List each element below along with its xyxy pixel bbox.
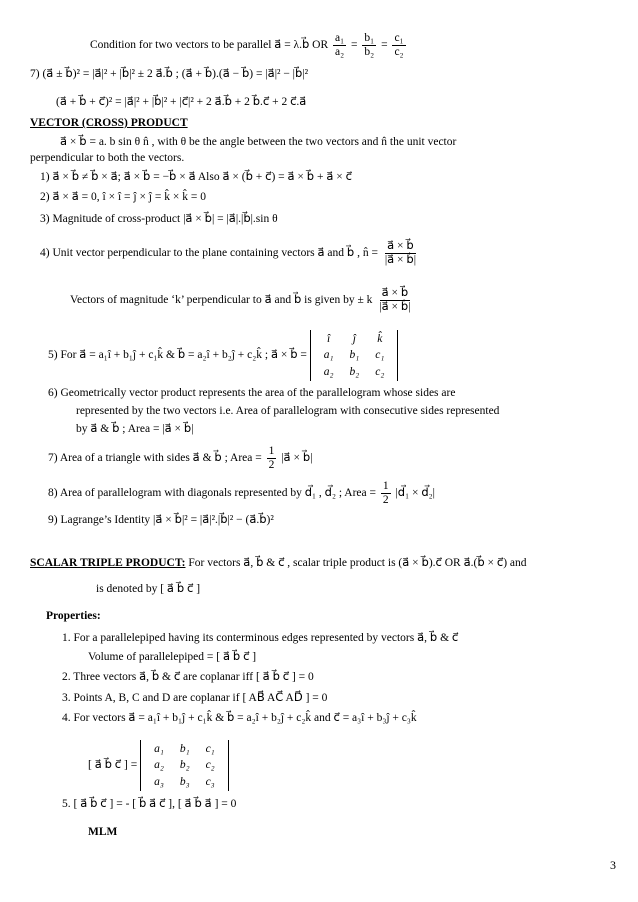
diagonal-area-tail: |d⃗₁ × d⃗₂| — [395, 486, 435, 499]
vp-item-4-text: 4) Unit vector perpendicular to the plane containing vectors a⃗ and b⃗ , n̂ = — [40, 246, 378, 259]
determinant-cell: î — [327, 333, 331, 345]
determinant-cell: k̂ — [377, 333, 383, 345]
determinant-cell: a₁ — [323, 349, 334, 362]
determinant-cell: b₃ — [179, 775, 190, 788]
half-fraction-2: $\frac{1}{2}$ — [382, 480, 389, 506]
vp-item-5 — [48, 330, 398, 381]
property-4b-text: [ a⃗ b⃗ c⃗ ] = — [88, 759, 138, 772]
vp-definition-1: a⃗ × b⃗ = a. b sin θ n̂ , with θ be the angle between the two vectors and n̂ the unit vector — [60, 136, 457, 148]
parallel-text: Condition for two vectors to be parallel a⃗ = λ.b⃗ OR — [90, 38, 329, 51]
vp-item-8 — [48, 480, 435, 506]
vp-item-6b: represented by the two vectors i.e. Area of parallelogram with consecutive sides represented — [76, 405, 500, 417]
determinant-cell: c₁ — [205, 743, 215, 755]
stp-definition-text: For vectors a⃗, b⃗ & c⃗ , scalar triple product is (a⃗ × b⃗).c⃗ OR a⃗.(b⃗ × c⃗) and — [185, 557, 527, 569]
vp-item-4b-text: Vectors of magnitude ‘k’ perpendicular to a⃗ and b⃗ is given by ± k — [70, 293, 373, 306]
property-1a: 1. For a parallelepiped having its conterminous edges represented by vectors a⃗, b⃗ & c⃗ — [62, 632, 459, 644]
stp-definition-2: is denoted by [ a⃗ b⃗ c⃗ ] — [96, 583, 201, 595]
vp-definition-2: perpendicular to both the vectors. — [30, 152, 185, 164]
vp-item-7 — [48, 445, 312, 471]
stp-heading: SCALAR TRIPLE PRODUCT: — [30, 557, 186, 569]
determinant-cell: b₂ — [349, 365, 360, 378]
page-number: 3 — [610, 858, 616, 872]
determinant-cell: c₂ — [375, 365, 385, 378]
vp-item-4 — [40, 240, 420, 266]
parallel-condition: Condition for two vectors to be parallel a⃗ = λ.b⃗ OR $\frac{\text{a₁}}{\text{a₂}}$ = $\frac{\text{b₁}}{\text{b₂}}$ = $\frac{\text{c₁}}{\text{c₂}}$ — [90, 32, 404, 58]
determinant-cell: c₃ — [205, 775, 215, 788]
determinant-cell: b₁ — [349, 349, 360, 362]
vp-item-7-text: 7) Area of a triangle with sides a⃗ & b⃗ ; Area = — [48, 451, 262, 464]
vp-item-5-text: 5) For a⃗ = a₁î + b₁ĵ + c₁k̂ & b⃗ = a₂î + b₂ĵ + c₂k̂ ; a⃗ × b⃗ = — [48, 349, 307, 362]
determinant-cell: a₂ — [323, 365, 334, 378]
k-normal-fraction: $\frac{a⃗ \times b⃗}{|a⃗ \times b⃗|}$ — [379, 287, 411, 313]
vp-item-2: 2) a⃗ × a⃗ = 0, î × î = ĵ × ĵ = k̂ × k̂ = 0 — [40, 191, 206, 203]
determinant-cell: a₃ — [154, 775, 164, 788]
ratio-a: $\frac{\text{a₁}}{\text{a₂}}$ — [335, 32, 345, 58]
determinant-cell: c₂ — [205, 759, 215, 772]
property-2: 2. Three vectors a⃗, b⃗ & c⃗ are coplanar iff [ a⃗ b⃗ c⃗ ] = 0 — [62, 671, 314, 683]
properties-heading: Properties: — [46, 610, 101, 622]
vector-product-heading: VECTOR (CROSS) PRODUCT — [30, 117, 188, 129]
half-fraction-1: $\frac{1}{2}$ — [268, 445, 275, 471]
determinant-cell: c₁ — [375, 349, 385, 362]
unit-normal-fraction: $\frac{a⃗ \times b⃗}{|a⃗ \times b⃗|}$ — [384, 240, 416, 266]
ratio-c: $\frac{\text{c₁}}{\text{c₂}}$ — [394, 32, 404, 58]
triple-determinant — [140, 740, 229, 791]
determinant-cell: ĵ — [352, 333, 356, 345]
item-7a: 7) (a⃗ ± b⃗)² = |a⃗|² + |b⃗|² ± 2 a⃗.b⃗ ; (a⃗ + b⃗).(a⃗ − b⃗) = |a⃗|² − |b⃗|² — [30, 68, 309, 80]
vp-item-4b — [70, 287, 415, 313]
vp-item-3: 3) Magnitude of cross-product |a⃗ × b⃗| = |a⃗|.|b⃗|.sin θ — [40, 213, 278, 225]
vp-item-1: 1) a⃗ × b⃗ ≠ b⃗ × a⃗; a⃗ × b⃗ = −b⃗ × a⃗ Also a⃗ × (b⃗ + c⃗) = a⃗ × b⃗ + a⃗ × c⃗ — [40, 171, 352, 183]
property-1b: Volume of parallelepiped = [ a⃗ b⃗ c⃗ ] — [88, 651, 257, 663]
property-5: 5. [ a⃗ b⃗ c⃗ ] = - [ b⃗ a⃗ c⃗ ], [ a⃗ b⃗ a⃗ ] = 0 — [62, 798, 237, 810]
property-4b — [88, 740, 229, 791]
determinant-cell: b₂ — [179, 759, 190, 772]
property-3: 3. Points A, B, C and D are coplanar if [ AB⃗ AC⃗ AD⃗ ] = 0 — [62, 692, 328, 704]
determinant-cell: a₁ — [154, 743, 164, 755]
vp-item-8-text: 8) Area of parallelogram with diagonals represented by d⃗₁ , d⃗₂ ; Area = — [48, 486, 376, 499]
property-4: 4. For vectors a⃗ = a₁î + b₁ĵ + c₁k̂ & b⃗ = a₂î + b₂ĵ + c₂k̂ and c⃗ = a₃î + b₃ĵ + c₃k̂ — [62, 712, 417, 724]
stp-definition — [30, 557, 527, 570]
determinant-cell: a₂ — [154, 759, 164, 772]
cross-determinant — [310, 330, 399, 381]
vp-item-6a: 6) Geometrically vector product represents the area of the parallelogram whose sides are — [48, 387, 456, 399]
item-7b: (a⃗ + b⃗ + c⃗)² = |a⃗|² + |b⃗|² + |c⃗|² + 2 a⃗.b⃗ + 2 b⃗.c⃗ + 2 c⃗.a⃗ — [56, 96, 307, 108]
vp-item-9: 9) Lagrange’s Identity |a⃗ × b⃗|² = |a⃗|².|b⃗|² − (a⃗.b⃗)² — [48, 514, 274, 526]
vp-item-6c: by a⃗ & b⃗ ; Area = |a⃗ × b⃗| — [76, 423, 194, 435]
triangle-area-tail: |a⃗ × b⃗| — [281, 451, 313, 464]
ratio-b: $\frac{\text{b₁}}{\text{b₂}}$ — [364, 32, 375, 58]
mlm-label: MLM — [88, 826, 118, 838]
determinant-cell: b₁ — [179, 743, 190, 755]
